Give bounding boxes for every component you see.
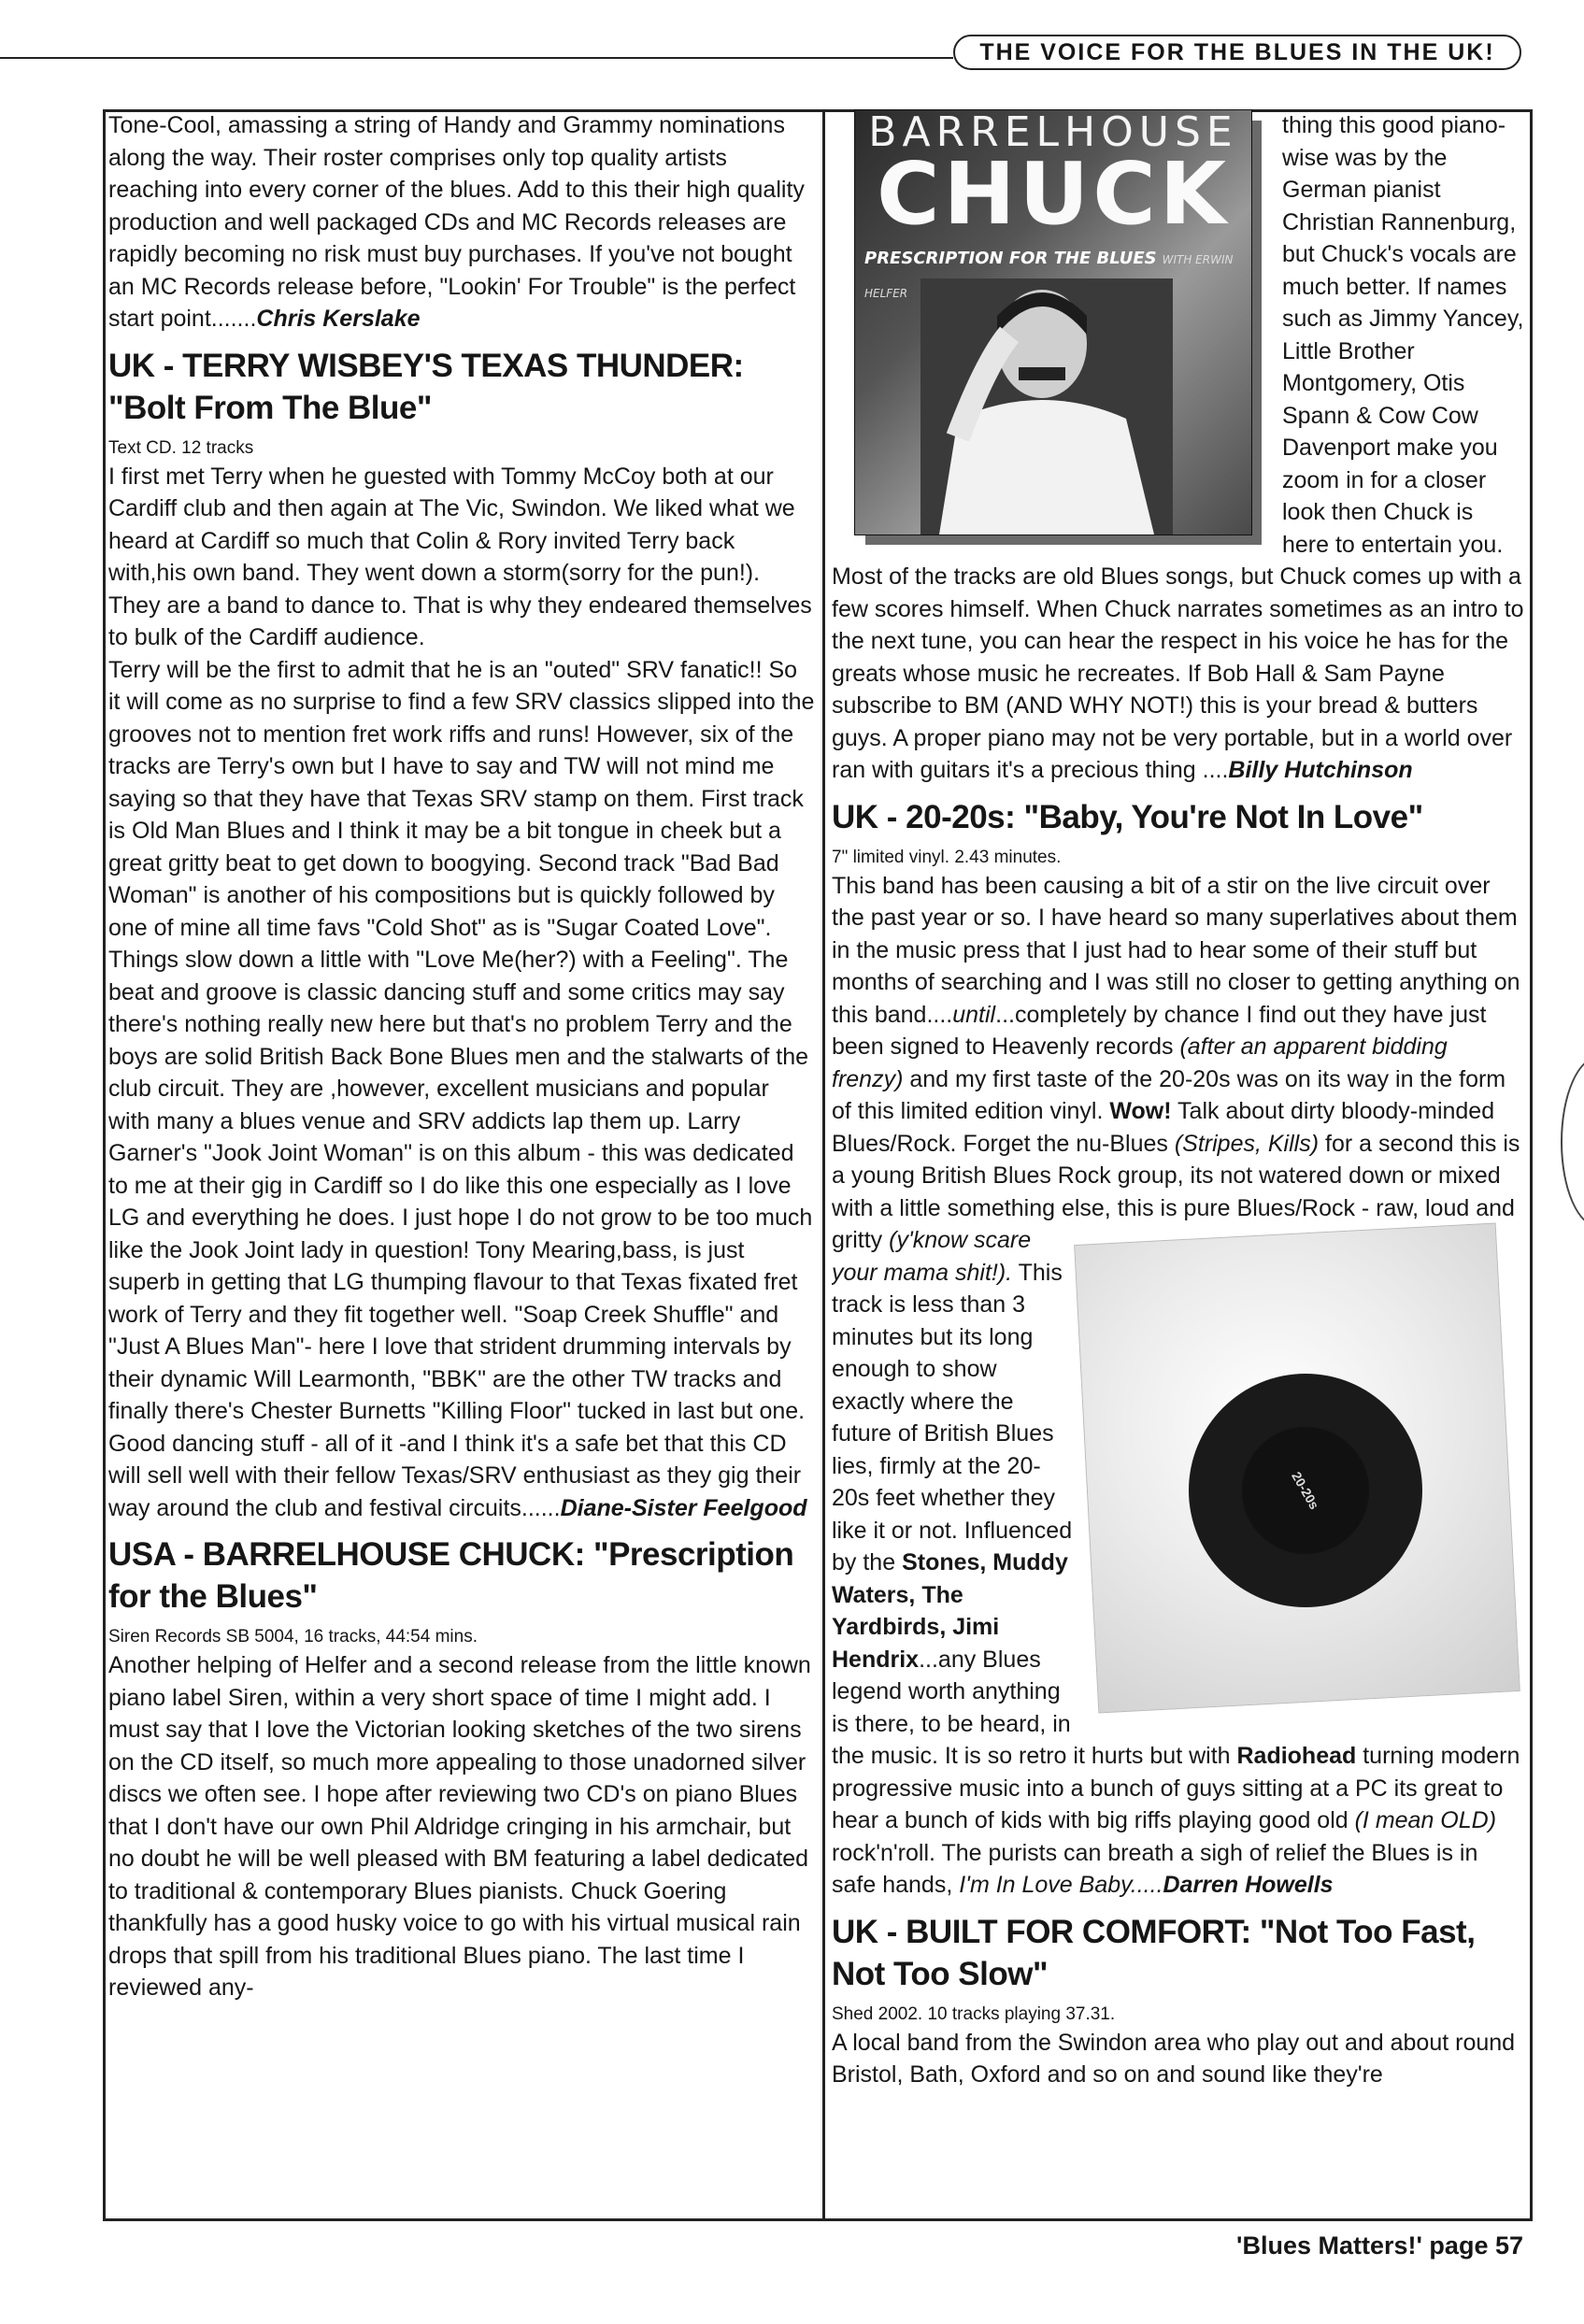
review-meta: Siren Records SB 5004, 16 tracks, 44:54 mins. xyxy=(108,1627,478,1647)
pianist-photo xyxy=(920,278,1173,535)
review-headline-20-20s: UK - 20-20s: "Baby, You're Not In Love" xyxy=(832,798,1423,835)
review-paragraph: A local band from the Swindon area who play out and about round Bristol, Bath, Oxford and so on and sound like they're xyxy=(832,2029,1516,2088)
review-headline-barrelhouse-chuck: USA - BARRELHOUSE CHUCK: "Prescription for the Blues" xyxy=(108,1536,794,1615)
album-cover-barrelhouse-chuck xyxy=(854,109,1265,549)
intro-paragraph: Tone-Cool, amassing a string of Handy and Grammy nominations along the way. Their roster comprises only top quality artists reaching into every corner of the blues. Add to this their high quality production and well packaged CDs and MC Records releases are rapidly becoming no risk must buy purchases. If you've not bought an MC Records release before, "Lookin' For Trouble" is the perfect start point.......Chris Kerslake xyxy=(108,112,805,332)
review-meta: Shed 2002. 10 tracks playing 37.31. xyxy=(832,2003,1116,2024)
review-signature: Billy Hutchinson xyxy=(1228,757,1413,783)
review-paragraph: thing this good piano-wise was by the German pianist Christian Rannenburg, but Chuck's vocals are much better. If names such as Jimmy Yancey, Little Brother Montgomery, Otis Spann & Cow Cow Davenport make you zoom in for a closer look then Chuck is here to entertain you. Most of the tracks are old Blues songs, but Chuck comes up with a few scores himself. When Chuck narrates sometimes as an intro to the next tune, you can hear the respect in his voice he has for the greats whose music he recreates. If Bob Hall & Sam Payne subscribe to BM (AND WHY NOT!) this is your bread & butters guys. A proper piano may not be very portable, but in a world over ran with guitars it's a precious thing ....Billy Hutchinson xyxy=(832,112,1524,783)
review-headline-terry-wisbey: UK - TERRY WISBEY'S TEXAS THUNDER: "Bolt From The Blue" xyxy=(108,347,744,426)
cover-subtitle: PRESCRIPTION FOR THE BLUES WITH ERWIN HELFER xyxy=(864,249,1234,300)
review-paragraph: This band has been causing a bit of a stir on the live circuit over the past year or so. I have heard so many superlatives about them in the music press that I just had to hear some of their stuff but months of searching and I was still no closer to getting anything on this band....until...completely by chance I find out they have just been signed to Heavenly records (after an apparent bidding frenzy) and my first taste of the 20-20s was on its way in the form of this limited edition vinyl. Wow! Talk about dirty bloody-minded Blues/Rock. Forget the nu-Blues (Stripes, Kills) for a second this is a young British Blues Rock group, its not watered down or mixed with a little something else, this is pure Blues/Rock - raw, loud and gritty 20-20s (y'know scare your mama shit!). This track is less than 3 minutes but its long enough to show exactly where the future of British Blues lies, firmly at the 20-20s feet whether they like it or not. Influenced by the Stones, Muddy Waters, The Yardbirds, Jimi Hendrix...any Blues legend worth anything is there, to be heard, in the music. It is so retro it hurts but with Radiohead turning modern progressive music into a bunch of guys sitting at a PC its great to hear a bunch of kids with big riffs playing good old (I mean OLD) rock'n'roll. The purists can breath a sigh of relief the Blues is in safe hands, I'm In Love Baby.....Darren Howells xyxy=(832,870,1525,1902)
intro-signature: Chris Kerslake xyxy=(256,306,421,332)
review-paragraph: Good dancing stuff - all of it -and I think it's a safe bet that this CD will sell well with their fellow Texas/SRV enthusiast as they gig their way around the club and festival circuits......Diane-Sister Feelgood xyxy=(108,1430,807,1521)
review-paragraph: Terry will be the first to admit that he is an "outed" SRV fanatic!! So it will come as no surprise to find a few SRV classics slipped into the grooves not to mention fret work riffs and runs! However, six of the tracks are Terry's own but I have to say and TW will not mind me saying so that they have that Texas SRV stamp on them. First track is Old Man Blues and I think it may be a bit tongue in cheek but a great gritty beat to get down to boogying. Second track "Bad Bad Woman" is another of his compositions but is quickly followed by one of mine all time favs "Cold Shot" as is "Sugar Coated Love". Things slow down a little with "Love Me(her?) with a Feeling". The beat and groove is classic dancing stuff and some critics may say there's nothing really new here but that's no problem Terry and the boys are solid British Back Bone Blues men and the stalwarts of the club circuit. They are ,however, excellent musicians and popular with many a blues venue and SRV addicts lap them up. Larry Garner's "Jook Joint Woman" is on this album - this was dedicated to me at their gig in Cardiff so I do like this one especially as I love LG and everything he does. I just hope I do not grow to be too much like the Jook Joint lady in question! Tony Mearing,bass, is just superb in getting that LG thumping flavour to that Texas fixated fret work of Terry and they fit together well. "Soap Creek Shuffle" and "Just A Blues Man"- here I love that strident drumming intervals by their dynamic Will Learmonth, "BBK" are the other TW tracks and finally there's Chester Burnetts "Killing Floor" tucked in last but one. xyxy=(108,656,815,1424)
review-signature: Diane-Sister Feelgood xyxy=(560,1494,807,1521)
header-rule xyxy=(0,57,953,59)
left-column xyxy=(108,109,815,2217)
header-tagline: THE VOICE FOR THE BLUES IN THE UK! xyxy=(953,35,1521,70)
page-footer: 'Blues Matters!' page 57 xyxy=(1236,2231,1523,2260)
right-column xyxy=(832,109,1525,2217)
review-headline-built-for-comfort: UK - BUILT FOR COMFORT: "Not Too Fast, Not Too Slow" xyxy=(832,1913,1476,1992)
cover-title-line: BARRELHOUSE xyxy=(868,109,1238,156)
cover-art xyxy=(854,109,1252,535)
cover-artist: CHUCK xyxy=(876,144,1231,244)
review-paragraph: I first met Terry when he guested with Tommy McCoy both at our Cardiff club and then again at The Vic, Swindon. We liked what we heard at Cardiff so much that Colin & Rory invited Terry back with,his own band. They went down a storm(sorry for the pun!). They are a band to dance to. That is why they endeared themselves to bulk of the Cardiff audience. xyxy=(108,463,812,650)
column-divider xyxy=(822,109,825,2221)
vinyl-record-photo xyxy=(1086,1233,1525,1719)
page-tab-arc xyxy=(1561,1056,1584,1228)
review-meta: 7" limited vinyl. 2.43 minutes. xyxy=(832,847,1062,867)
vinyl-label: 20-20s xyxy=(1268,1453,1342,1527)
review-signature: Darren Howells xyxy=(1163,1872,1334,1898)
review-meta: Text CD. 12 tracks xyxy=(108,437,254,458)
review-paragraph: Another helping of Helfer and a second release from the little known piano label Siren, within a very short space of time I might add. I must say that I love the Victorian looking sketches of the two sirens on the CD itself, so much more appealing to those unadorned silver discs we often see. I hope after reviewing two CD's on piano Blues that I don't have our own Phil Aldridge cringing in his armchair, but no doubt he will be well pleased with BM featuring a label dedicated to traditional & contemporary Blues pianists. Chuck Goering thankfully has a good husky voice to go with his virtual musical rain drops that spill from his traditional Blues piano. The last time I reviewed any- xyxy=(108,1652,811,2001)
